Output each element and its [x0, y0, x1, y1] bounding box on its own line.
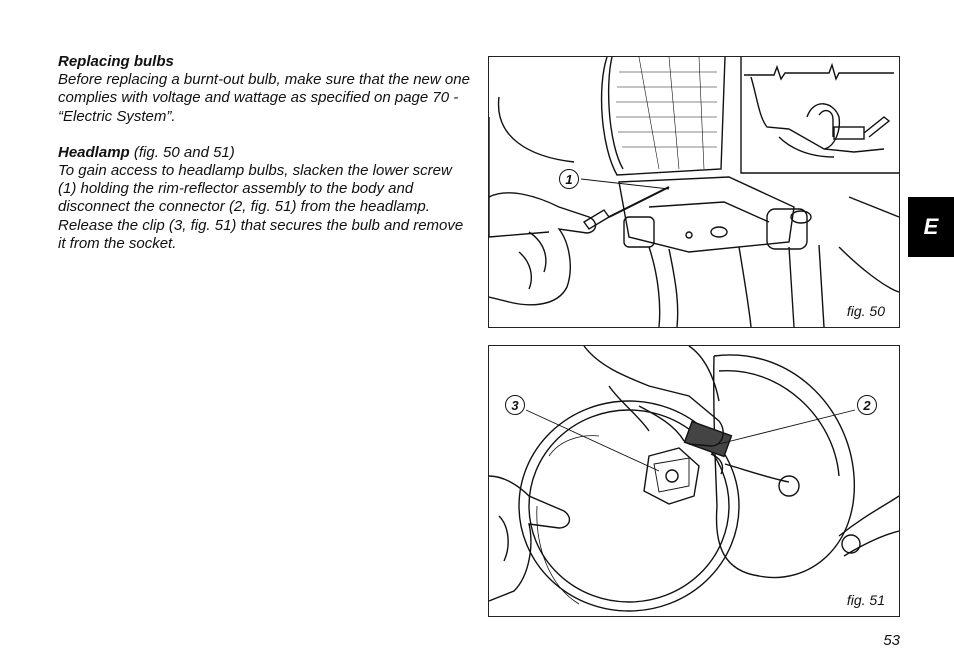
- figure-51: [488, 345, 900, 617]
- headlamp-paragraph: To gain access to headlamp bulbs, slacken the lower screw (1) holding the rim-reflector assembly to the body and disconnect the connector (2, fig. 51) from the headlamp. Release the clip (3, fig. 51) that secures the bulb and remove it from the socket.: [58, 162, 464, 252]
- language-tab: E: [908, 197, 954, 257]
- figure-50: [488, 56, 900, 328]
- section-title: Replacing bulbs: [58, 53, 174, 70]
- callout-2: 2: [857, 395, 877, 415]
- headlamp-heading-line: [58, 144, 470, 162]
- headlamp-title: Headlamp: [58, 143, 130, 161]
- figure-50-illustration: [489, 57, 899, 327]
- intro-paragraph: Before replacing a burnt-out bulb, make sure that the new one complies with voltage and wattage as specified on page 70 - “Electric System”.: [58, 71, 470, 125]
- figure-51-illustration: [489, 346, 899, 616]
- figure-51-caption: fig. 51: [846, 592, 885, 608]
- page-number: 53: [883, 632, 900, 649]
- headlamp-figure-ref: (fig. 50 and 51): [129, 143, 235, 161]
- callout-3: 3: [505, 395, 525, 415]
- instructions-text: [58, 53, 470, 253]
- figure-50-caption: fig. 50: [846, 303, 885, 319]
- callout-1: 1: [559, 169, 579, 189]
